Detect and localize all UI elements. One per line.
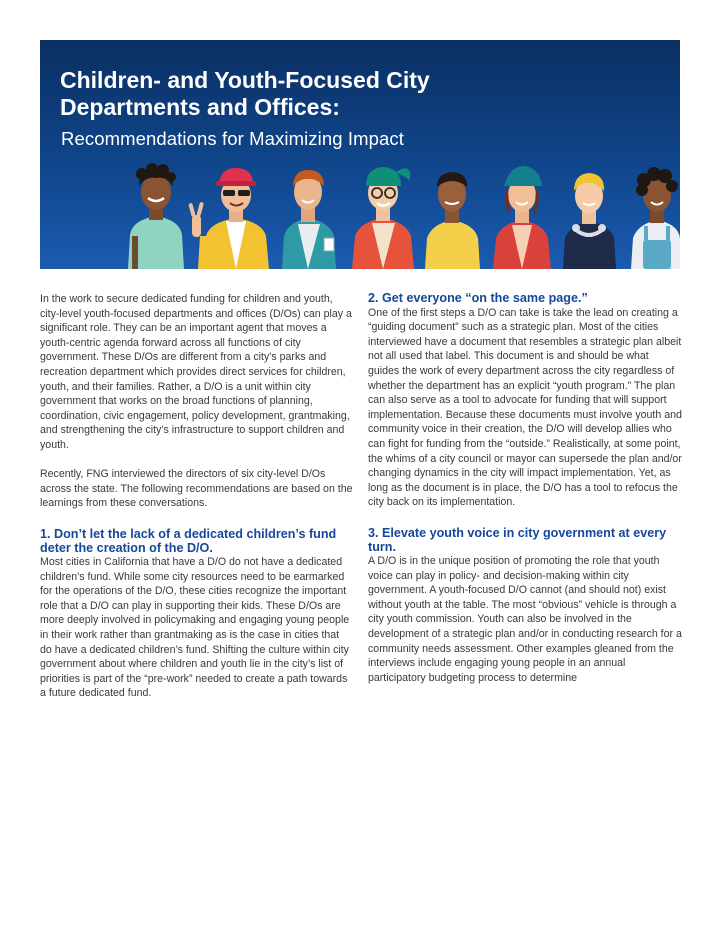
interviews-paragraph: Recently, FNG interviewed the directors of six city-level D/Os across the state. The following recommendations are based on the learnings from these conversations. [40, 468, 353, 510]
header-banner [40, 40, 680, 269]
person-illustration [631, 167, 680, 269]
section-1-heading: 1. Don’t let the lack of a dedicated children’s fund deter the creation of the D/O. [40, 526, 337, 555]
intro-paragraph: In the work to secure dedicated funding for children and youth, city-level youth-focused departments and offices (D/Os) can play a significant role. They can be an important agent that moves a youth-centric agenda forward across all functions of city government. These D/Os are different from a city’s parks and recreation department which provides direct services for children, youth, and their families. Rather, a D/O is a unit within city government that works on the broad functions of planning, coordination, civic engagement, policy development, grantmaking, and strengthening the city’s infrastructure to support children and youth. [40, 293, 352, 451]
section-1-body: Most cities in California that have a D/O do not have a dedicated children’s fund. While some city resources need to be earmarked for the operations of the D/O, these cities recognize the important role that a D/O can play in supporting their kids. These D/Os are more deeply involved in policymaking and engaging young people in their work rather than grantmaking as is the case in cities that do have a dedicated children’s fund. Shifting the culture within city government about where children and youth lie in the city’s list of priorities is part of the “pre-work” needed to create a path towards a future dedicated fund. [40, 556, 350, 700]
person-illustration [282, 170, 336, 269]
page-title-line-1: Children- and Youth-Focused City [60, 67, 430, 93]
person-illustration [493, 166, 551, 269]
person-illustration [188, 168, 269, 269]
page-title-line-2: Departments and Offices: [60, 94, 340, 120]
right-column [368, 292, 682, 685]
page-subtitle: Recommendations for Maximizing Impact [61, 128, 404, 149]
section-2-body: One of the first steps a D/O can take is take the lead on creating a “guiding document” such as a strategic plan. Most of the cities interviewed have a document that resembles a strategic plan albeit not all used that label. This document is and should be what guides the work of every department across the city regardless of whether the department has an explicit “youth program.” The plan can also serve as a tool to advocate for funding that will support implementation. Because these documents must involve youth and community voice in their creation, the D/O will develop allies who can fight for funding from the “outside.” Realistically, at some point, the whims of a city council or mayor can supersede the plan and/or changing dynamics in the city will impact implementation. Yet, as long as the document is in place, the D/O has a tool to refocus the city back on its implementation. [368, 306, 682, 509]
section-3-heading: 3. Elevate youth voice in city government at every turn. [368, 525, 667, 554]
left-column [40, 292, 353, 701]
person-illustration [425, 172, 480, 269]
section-2-heading: 2. Get everyone “on the same page.” [368, 291, 588, 305]
person-illustration [128, 163, 184, 269]
person-illustration [352, 167, 414, 269]
section-3-body: A D/O is in the unique position of promoting the role that youth voice can play in policy- and decision-making within city government. A youth-focused D/O cannot (and should not) exist without youth at the table. The most “obvious” vehicle is through a city youth commission. Youth can also be involved in the development of a strategic plan and/or in conducting research for a community needs assessment. Other examples gleaned from the interviews include engaging young people in an annual participatory budgeting process to determine [368, 555, 682, 684]
youth-group-illustration [40, 40, 680, 269]
person-illustration [563, 173, 616, 269]
